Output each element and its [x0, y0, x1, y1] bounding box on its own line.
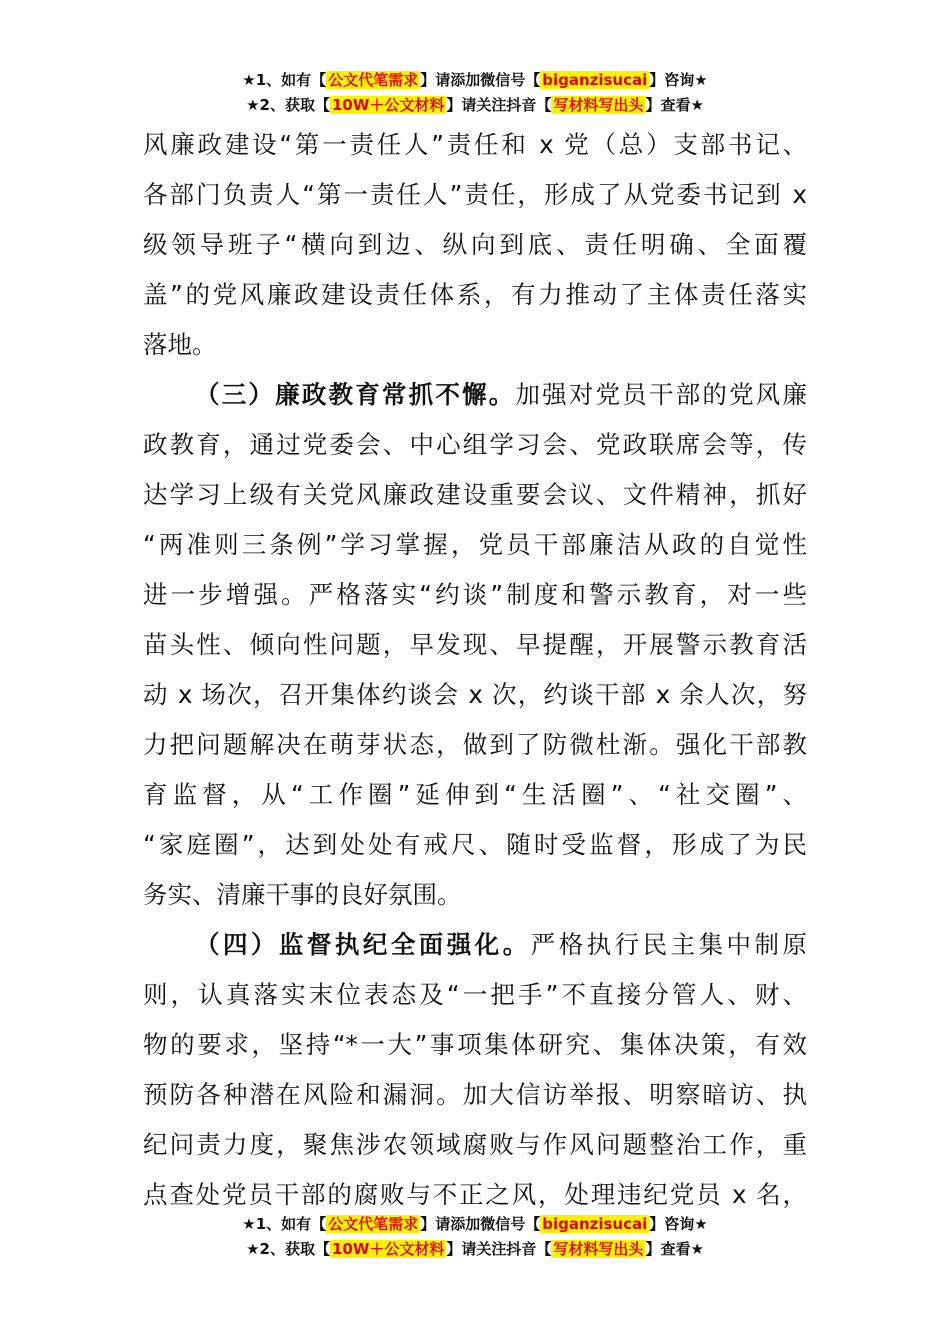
body-line: 盖”的党风廉政建设责任体系，有力推动了主体责任落实 [143, 280, 807, 309]
banner-highlight: biganzisucai [542, 71, 648, 89]
banner-text: 】咨询★ [649, 71, 708, 89]
body-text: 严格执行民主集中制原 [530, 930, 807, 959]
banner-text: 】咨询★ [649, 1215, 708, 1233]
section-4-heading: （四）监督执纪全面强化。 [195, 930, 531, 959]
banner-highlight: 写材料写出头 [553, 96, 644, 114]
body-line: 务实、清廉干事的良好氛围。 [143, 880, 462, 909]
section-3-heading: （三）廉政教育常抓不懈。 [195, 380, 516, 409]
header-banner [0, 68, 950, 118]
body-line: 政教育，通过党委会、中心组学习会、党政联席会等，传 [143, 430, 807, 459]
banner-highlight: 10W＋公文材料 [331, 1240, 445, 1258]
banner-line-1 [0, 68, 950, 93]
body-line: 纪问责力度，聚焦涉农领域腐败与作风问题整治工作，重 [143, 1130, 807, 1159]
banner-text: ★2、获取【 [246, 1240, 330, 1258]
body-line: 风廉政建设“第一责任人”责任和 x 党（总）支部书记、 [143, 130, 807, 159]
banner-text: 】请添加微信号【 [420, 1215, 541, 1233]
body-line: 进一步增强。严格落实“约谈”制度和警示教育，对一些 [143, 580, 807, 609]
body-line: 物的要求，坚持“*一大”事项集体研究、集体决策，有效 [143, 1030, 807, 1059]
banner-highlight: biganzisucai [542, 1215, 648, 1233]
body-line: 动 x 场次，召开集体约谈会 x 次，约谈干部 x 余人次，努 [143, 680, 807, 709]
banner-text: 】请关注抖音【 [446, 1240, 552, 1258]
body-line: 则，认真落实末位表态及“一把手”不直接分管人、财、 [143, 980, 807, 1009]
body-line: 级领导班子“横向到边、纵向到底、责任明确、全面覆 [143, 230, 807, 259]
banner-highlight: 公文代笔需求 [328, 71, 419, 89]
banner-text: 】查看★ [645, 96, 704, 114]
body-line: “家庭圈”，达到处处有戒尺、随时受监督，形成了为民 [143, 830, 807, 859]
banner-text: ★1、如有【 [242, 1215, 327, 1233]
body-line: 育监督，从“工作圈”延伸到“生活圈”、“社交圈”、 [143, 780, 807, 809]
banner-text: 】请添加微信号【 [420, 71, 541, 89]
body-line: 达学习上级有关党风廉政建设重要会议、文件精神，抓好 [143, 480, 807, 509]
banner-highlight: 10W＋公文材料 [331, 96, 445, 114]
banner-highlight: 公文代笔需求 [328, 1215, 419, 1233]
banner-text: 】请关注抖音【 [446, 96, 552, 114]
body-line: “两准则三条例”学习掌握，党员干部廉洁从政的自觉性 [143, 530, 807, 559]
body-line: 力把问题解决在萌芽状态，做到了防微杜渐。强化干部教 [143, 730, 807, 759]
section-4-first-line [143, 920, 807, 970]
footer-banner [0, 1212, 950, 1262]
body-line: 预防各种潜在风险和漏洞。加大信访举报、明察暗访、执 [143, 1080, 807, 1109]
banner-text: ★1、如有【 [242, 71, 327, 89]
banner-text: ★2、获取【 [246, 96, 330, 114]
body-line: 落地。 [143, 330, 217, 359]
document-body [143, 120, 807, 1220]
banner-line-1 [0, 1212, 950, 1237]
body-line: 苗头性、倾向性问题，早发现、早提醒，开展警示教育活 [143, 630, 807, 659]
body-line: 各部门负责人“第一责任人”责任，形成了从党委书记到 x [143, 180, 807, 209]
banner-line-2 [0, 93, 950, 118]
section-3-first-line [143, 370, 807, 420]
banner-text: 】查看★ [645, 1240, 704, 1258]
body-text: 加强对党员干部的党风廉 [515, 380, 807, 409]
body-line: 点查处党员干部的腐败与不正之风，处理违纪党员 x 名， [143, 1180, 807, 1209]
banner-line-2 [0, 1237, 950, 1262]
banner-highlight: 写材料写出头 [553, 1240, 644, 1258]
